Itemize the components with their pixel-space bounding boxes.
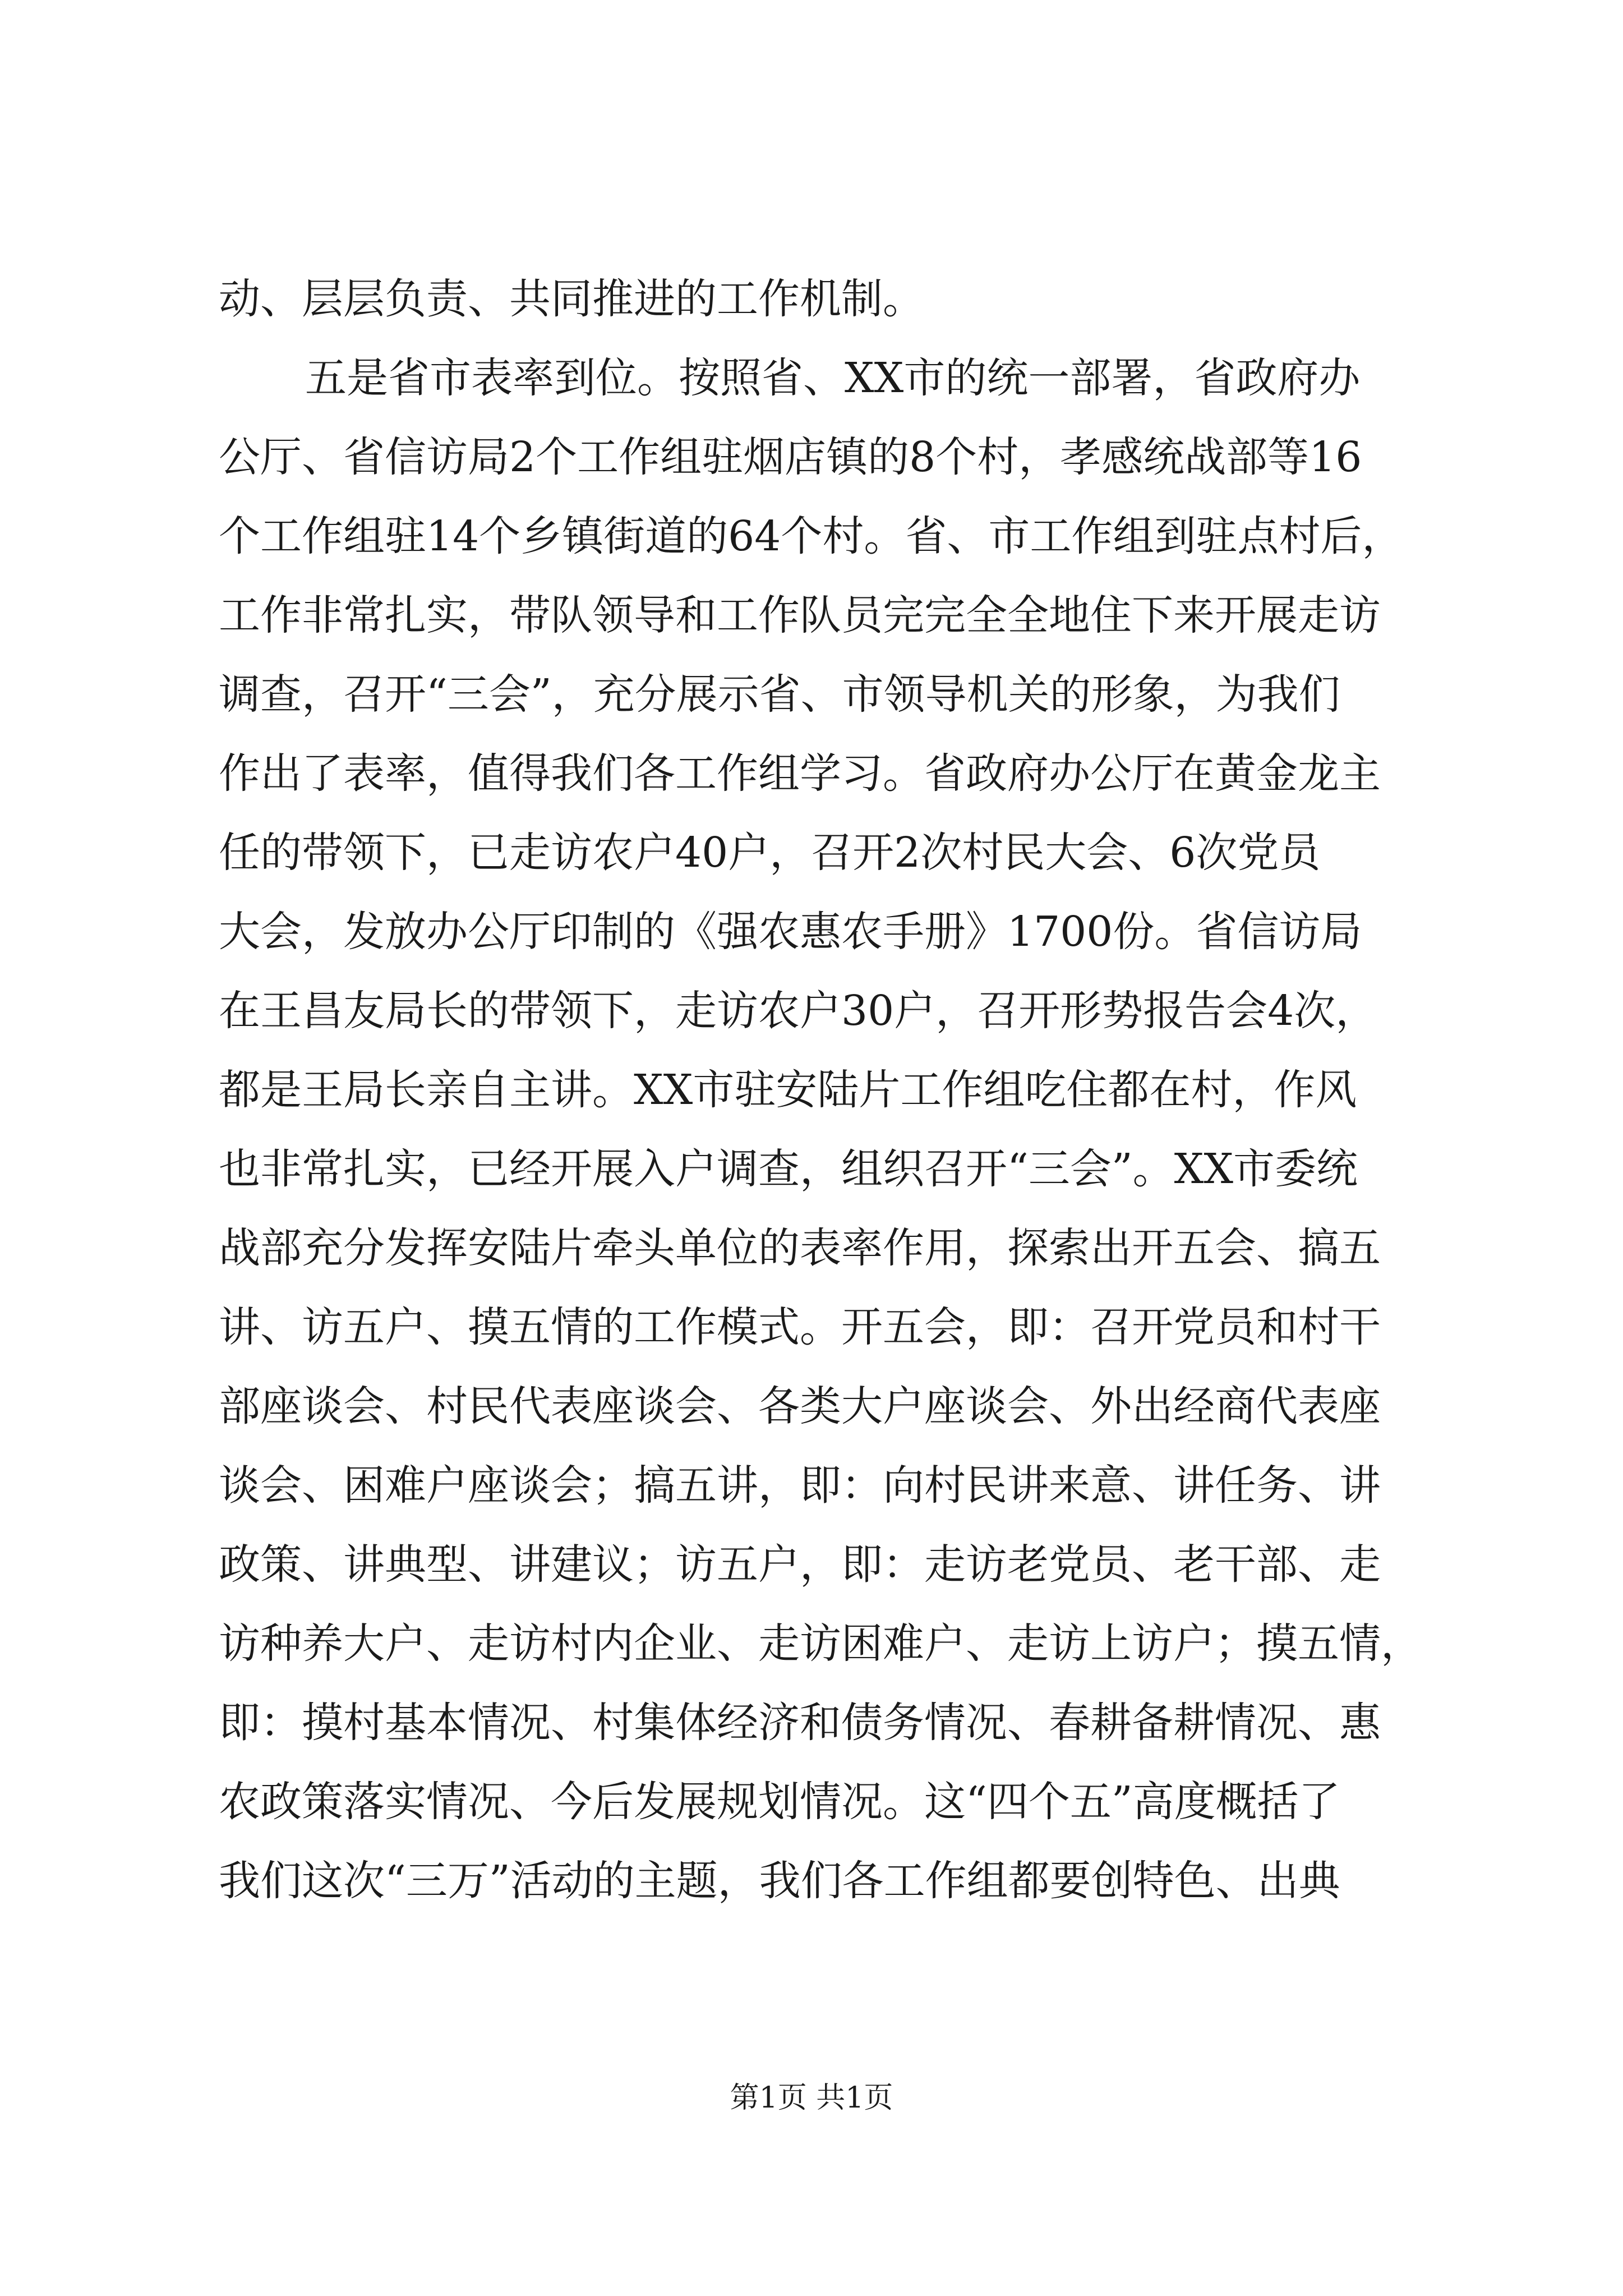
body-text-line: 动、层层负责、共同推进的工作机制。 <box>219 275 924 323</box>
body-text-line: 也非常扎实，已经开展入户调查，组织召开“三会”。XX市委统 <box>219 1145 1358 1193</box>
body-text-line: 在王昌友局长的带领下，走访农户30户，召开形势报告会4次， <box>219 987 1377 1035</box>
body-text-line: 农政策落实情况、今后发展规划情况。这“四个五”高度概括了 <box>219 1778 1340 1826</box>
body-text-line: 部座谈会、村民代表座谈会、各类大户座谈会、外出经商代表座 <box>219 1382 1381 1430</box>
body-text-line: 谈会、困难户座谈会；搞五讲，即：向村民讲来意、讲任务、讲 <box>219 1461 1381 1510</box>
paragraph-first-line: 五是省市表率到位。按照省、XX市的统一部署，省政府办 <box>305 354 1361 402</box>
body-text-line: 调查，召开“三会”，充分展示省、市领导机关的形象，为我们 <box>219 670 1340 719</box>
body-text-line: 工作非常扎实，带队领导和工作队员完完全全地住下来开展走访 <box>219 591 1381 639</box>
body-text-line: 任的带领下，已走访农户40户，召开2次村民大会、6次党员 <box>219 829 1321 877</box>
page-number-footer: 第1页 共1页 <box>730 2081 893 2115</box>
body-text-line: 我们这次“三万”活动的主题，我们各工作组都要创特色、出典 <box>219 1857 1340 1905</box>
body-text-line: 个工作组驻14个乡镇街道的64个村。省、市工作组到驻点村后， <box>219 512 1404 560</box>
body-text-line: 战部充分发挥安陆片牵头单位的表率作用，探索出开五会、搞五 <box>219 1224 1381 1272</box>
body-text-line: 讲、访五户、摸五情的工作模式。开五会，即：召开党员和村干 <box>219 1303 1381 1351</box>
body-text-line: 都是王局长亲自主讲。XX市驻安陆片工作组吃住都在村，作风 <box>219 1066 1357 1114</box>
body-text-line: 即：摸村基本情况、村集体经济和债务情况、春耕备耕情况、惠 <box>219 1699 1381 1747</box>
body-text-line: 公厅、省信访局2个工作组驻烟店镇的8个村，孝感统战部等16 <box>219 433 1362 481</box>
body-text-line: 访种养大户、走访村内企业、走访困难户、走访上访户；摸五情， <box>219 1619 1422 1668</box>
body-text-line: 政策、讲典型、讲建议；访五户，即：走访老党员、老干部、走 <box>219 1540 1381 1589</box>
body-text-line: 作出了表率，值得我们各工作组学习。省政府办公厅在黄金龙主 <box>219 749 1381 798</box>
body-text-line: 大会，发放办公厅印制的《强农惠农手册》1700份。省信访局 <box>219 908 1362 956</box>
